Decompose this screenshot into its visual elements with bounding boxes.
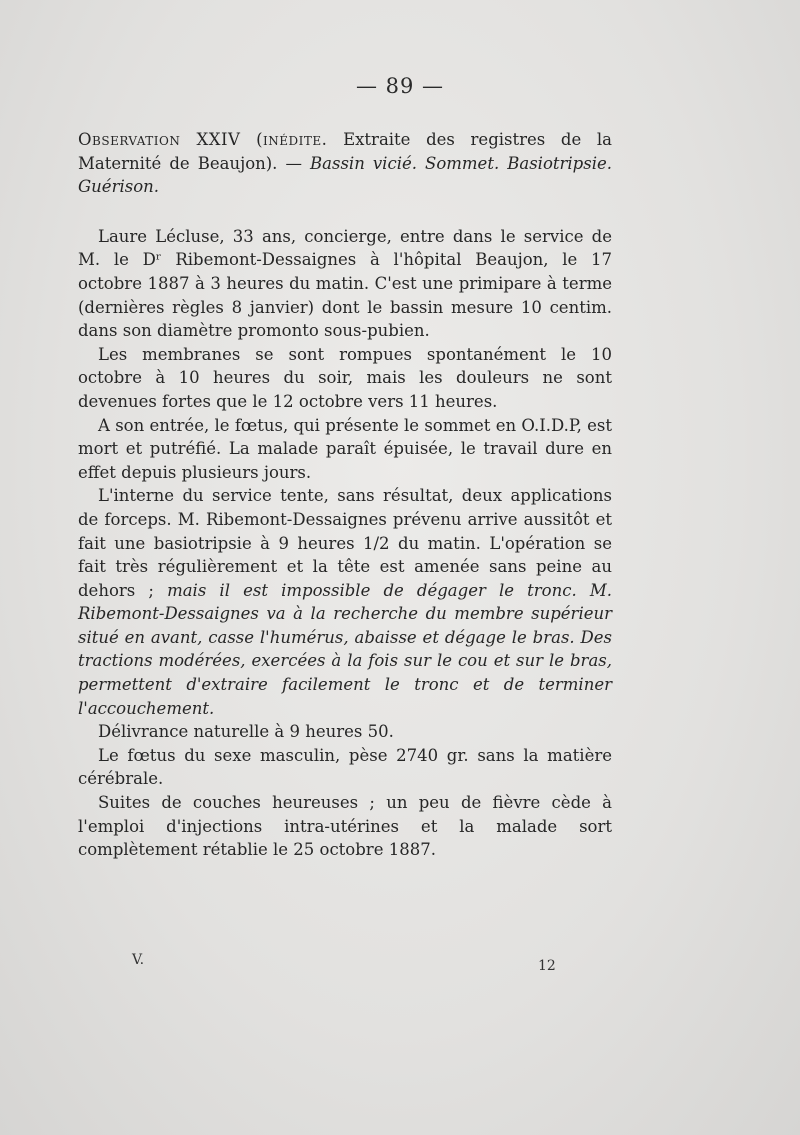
text-body (78, 128, 612, 862)
observation-title: Observation XXIV (78, 130, 241, 149)
paragraph-poids: Le fœtus du sexe masculin, pèse 2740 gr. sans la matière cérébrale. (78, 745, 612, 789)
paragraph-forceps (78, 484, 612, 720)
paragraph-membranes: Les membranes se sont rompues spontanément le 10 octobre à 10 heures du soir, mais les douleurs ne sont devenues fortes que le 12 octobre vers 11 heures. (78, 344, 612, 411)
page-number: — 89 — (355, 74, 445, 98)
paragraph-foetus: A son entrée, le fœtus, qui présente le sommet en O.I.D.P, est mort et putréfié. La malade paraît épuisée, le travail dure en effet depuis plusieurs jours. (78, 415, 612, 482)
paragraph-forceps-italic: mais il est impossible de dégager le tronc. M. Ribemont-Dessaignes va à la recherche du membre supérieur situé en avant, casse l'humérus, abaisse et dégage le bras. Des tractions modérées, exercées à la fois sur le cou et sur le bras, permettent d'extraire facilement le tronc et de terminer l'accouchement. (78, 580, 612, 718)
observation-inedite: (inédite. (256, 130, 328, 149)
paragraph-patient: Laure Lécluse, 33 ans, concierge, entre dans le service de M. le Dʳ Ribemont-Dessaignes à l'hôpital Beaujon, le 17 octobre 1887 à 3 heures du matin. C'est une primipare à terme (dernières règles 8 janvier) dont le bassin mesure 10 centim. dans son diamètre promonto sous-pubien. (78, 226, 612, 341)
observation-source: Extraite des registres de la Maternité de Beaujon). — (78, 130, 612, 173)
sheet-number: 12 (538, 958, 556, 974)
paragraph-delivrance: Délivrance naturelle à 9 heures 50. (98, 722, 394, 742)
observation-heading (78, 128, 612, 199)
signature-mark: V. (132, 952, 145, 968)
paragraph-suites: Suites de couches heureuses ; un peu de fièvre cède à l'emploi d'injections intra-utérines et la malade sort complètement rétablie le 25 octobre 1887. (78, 793, 612, 860)
observation-keywords: Bassin vicié. Sommet. Basiotripsie. Guérison. (78, 153, 612, 197)
paragraph-forceps-normal: L'interne du service tente, sans résultat, deux applications de forceps. M. Ribemont-Dessaignes prévenu arrive aussitôt et fait une basiotripsie à 9 heures 1/2 du matin. L'opération se fait très régulièrement et la tête est amenée sans peine au dehors ; (78, 486, 612, 600)
